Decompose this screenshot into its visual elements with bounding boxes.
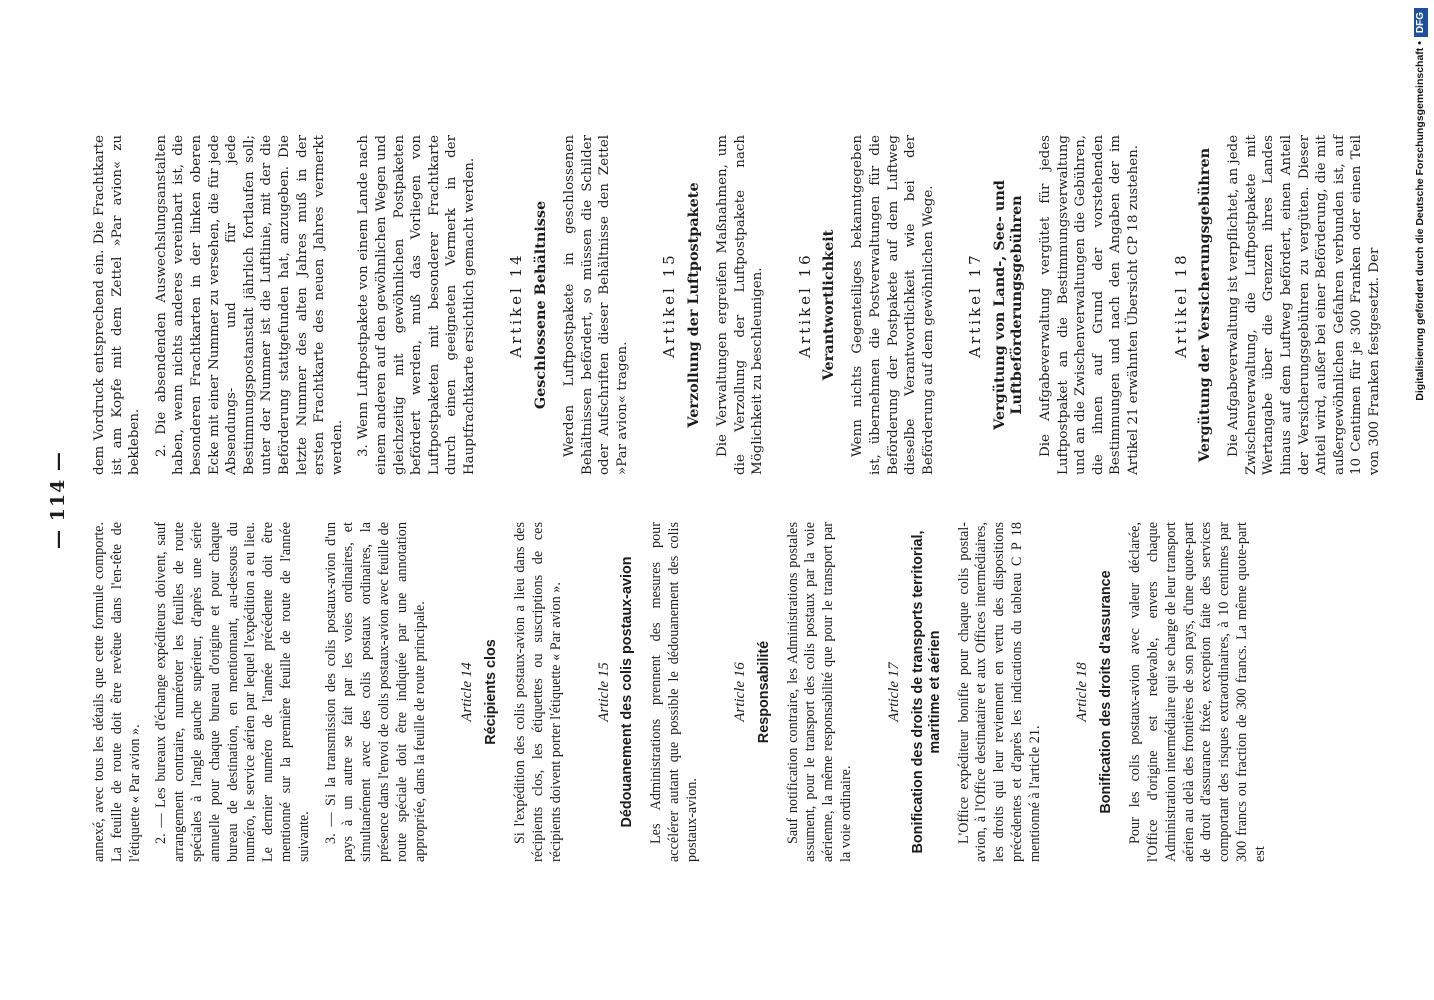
de-article-text: Werden Luftpostpakete in geschlossenen Behältnissen befördert, so müssen die Schilder oder Aufschriften dieser Behältnisse den Zettel »Par avion« tragen. bbox=[562, 135, 630, 475]
german-column bbox=[91, 135, 1382, 475]
digitization-note-text: Digitalisierung gefördert durch die Deutsche Forschungsgemeinschaft • bbox=[1414, 41, 1426, 401]
de-article-label: Artikel 16 bbox=[795, 252, 814, 358]
french-column bbox=[91, 522, 1336, 862]
fr-paragraph: 2. — Les bureaux d'échange expéditeurs doivent, sauf arrangement contraire, numéroter les feuilles de route spéciales à l'angle gauche supérieur, d'après une série annuelle pour chaque bureau d'origine et pour chaque bureau de destination, en mentionnant, au-dessous du numéro, le service aérien par lequel l'expédition a eu lieu. Le dernier numéro de l'année précédente doit être mentionné sur la première feuille de route de l'année suivante. bbox=[153, 522, 312, 862]
fr-article-text: Sauf notification contraire, les Administrations postales assument, pour le transport des colis postaux par la voie aérienne, la même responsabilité que pour le transport par la voie ordinaire. bbox=[784, 522, 854, 862]
fr-article-label: Article 17 bbox=[885, 662, 902, 722]
fr-article-heading: Dédouanement des colis postaux-avion bbox=[619, 556, 636, 828]
de-article-label: Artikel 15 bbox=[660, 252, 679, 358]
fr-article-heading: Responsabilité bbox=[755, 640, 772, 744]
fr-article-label: Article 15 bbox=[595, 662, 612, 722]
fr-article-text: L'Office expéditeur bonifie pour chaque colis postal-avion, à l'Office destinataire et aux Offices intermédiaires, les droits qui leur reviennent en vertu des dispositions précédentes et d'après les indications du tableau C P 18 mentionné à l'article 21. bbox=[955, 522, 1043, 862]
de-article-text: Wenn nichts Gegenteiliges bekanntgegeben ist, übernehmen die Postverwaltungen für die Beförderung der Postpakete auf dem Luftweg dieselbe Verantwortlichkeit wie bei der Beförderung auf dem gewöhnlichen Wege. bbox=[850, 135, 936, 475]
fr-article-heading: Bonification des droits de transports territorial, maritime et aérien bbox=[909, 530, 943, 854]
de-article-label: Artikel 14 bbox=[507, 252, 526, 358]
fr-article-text: Si l'expédition des colis postaux-avion a lieu dans des récipients clos, les étiquettes ou suscriptions de ces récipients doivent porter l'étiquette « Par avion ». bbox=[512, 522, 564, 862]
de-article-label: Artikel 18 bbox=[1171, 252, 1190, 358]
dfg-logo: DFG bbox=[1414, 8, 1428, 37]
fr-paragraph: 3. — Si la transmission des colis postaux-avion d'un pays à un autre se fait par les voies ordinaires, et simultanément avec des colis postaux ordinaires, la présence dans l'envoi de colis postaux-avion avec feuille de route spéciale doit être indiquée par une annotation appropriée, dans la feuille de route principale. bbox=[322, 522, 428, 862]
fr-article-label: Article 18 bbox=[1074, 662, 1091, 722]
de-article-heading: Vergütung der Versicherungsgebühren bbox=[1196, 147, 1214, 463]
de-article-text: Die Aufgabeverwaltung ist verpflichtet, an jede Zwischenverwaltung, die Luftpostpakete mit Wertangabe über die Grenzen ihres Landes hinaus auf dem Luftweg befördert, einen Anteil der Versicherungsgebühren zu vergüten. Dieser Anteil wird, außer bei einer Beförderung, die mit außergewöhnlichen Gefahren verbunden ist, auf 10 Centimen für je 300 Franken oder einen Teil von 300 Franken festgesetzt. Der bbox=[1226, 135, 1382, 475]
de-article-heading: Vergütung von Land-, See- und Luftbeförderungsgebühren bbox=[990, 180, 1025, 430]
fr-article-text: Les Administrations prennent des mesures pour accélérer autant que possible le dédouanement des colis postaux-avion. bbox=[648, 522, 700, 862]
scanned-page bbox=[35, 100, 1399, 900]
fr-article-heading: Bonification des droits d'assurance bbox=[1098, 570, 1115, 814]
de-article-text: Die Aufgabeverwaltung vergütet für jedes Luftpostpaket an die Bestimmungsverwaltung und an die Zwischenverwaltungen die Gebühren, die ihnen auf Grund der vorstehenden Bestimmungen und nach den Angaben der im Artikel 21 erwähnten Übersicht CP 18 zustehen. bbox=[1037, 135, 1141, 475]
page-number: — 114 — bbox=[47, 451, 69, 549]
fr-article-label: Article 16 bbox=[731, 662, 748, 722]
de-paragraph: 2. Die absendenden Auswechslungsanstalten haben, wenn nichts anderes vereinbart ist, die besonderen Frachtkarten in der linken oberen Ecke mit einer Nummer zu versehen, die für jede Absendungs- und für jede Bestimmungspostanstalt jährlich fortlaufen soll; unter der Nummer ist die Luftlinie, mit der die Beförderung stattgefunden hat, anzugeben. Die letzte Nummer des alten Jahres muß in der ersten Frachtkarte des neuen Jahres vermerkt werden. bbox=[153, 135, 345, 475]
digitization-note bbox=[1412, 8, 1428, 992]
fr-article-text: Pour les colis postaux-avion avec valeur déclarée, l'Office d'origine est redevable, envers chaque Administration intermédiaire qui se charge de leur transport aérien au delà des frontières de son pays, d'une quote-part de droit d'assurance fixée, exception faite des services comportant des risques extraordinaires, à 10 centimes par 300 francs ou fraction de 300 francs. La même quote-part est bbox=[1127, 522, 1268, 862]
de-paragraph: dem Vordruck entsprechend ein. Die Frachtkarte ist am Kopfe mit dem Zettel »Par avion« zu bekleben. bbox=[92, 135, 143, 475]
de-article-heading: Verantwortlichkeit bbox=[820, 229, 838, 381]
fr-paragraph: annexé, avec tous les détails que cette formule comporte. La feuille de route doit être revêtue dans l'en-tête de l'étiquette « Par avion ». bbox=[91, 522, 143, 862]
fr-article-label: Article 14 bbox=[459, 662, 476, 722]
de-article-heading: Geschlossene Behältnisse bbox=[532, 200, 550, 410]
de-article-label: Artikel 17 bbox=[966, 252, 985, 358]
de-article-heading: Verzollung der Luftpostpakete bbox=[685, 182, 703, 428]
de-article-text: Die Verwaltungen ergreifen Maßnahmen, um die Verzollung der Luftpostpakete nach Möglichkeit zu beschleunigen. bbox=[715, 135, 766, 475]
de-paragraph: 3. Wenn Luftpostpakete von einem Lande nach einem anderen auf den gewöhnlichen Wegen und gleichzeitig mit gewöhnlichen Postpaketen befördert werden, muß das Vorliegen von Luftpostpaketen mit besonderer Frachtkarte durch einen geeigneten Vermerk in der Hauptfrachtkarte ersichtlich gemacht werden. bbox=[356, 135, 477, 475]
fr-article-heading: Récipients clos bbox=[483, 639, 500, 745]
